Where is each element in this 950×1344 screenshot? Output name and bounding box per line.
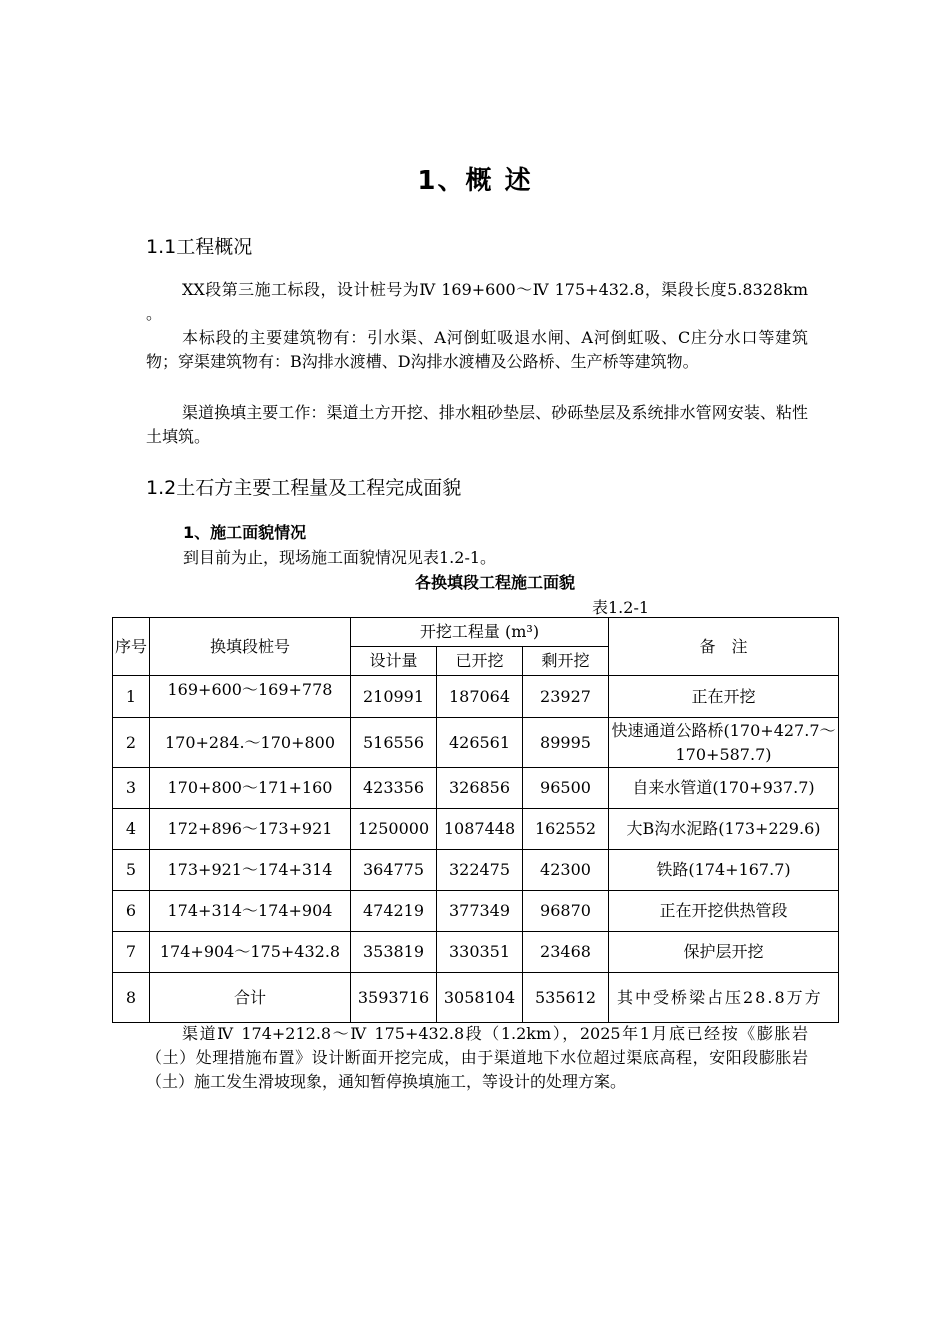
cell-remark: 正在开挖 — [609, 676, 839, 718]
cell-station: 合计 — [150, 973, 351, 1023]
cell-seq: 1 — [113, 676, 150, 718]
header-excavation: 开挖工程量 (m³) — [351, 618, 609, 647]
cell-station: 170+284.～170+800 — [150, 718, 351, 768]
cell-station: 173+921～174+314 — [150, 850, 351, 891]
cell-done: 3058104 — [437, 973, 523, 1023]
header-remark: 备 注 — [609, 618, 839, 676]
table-row-total — [113, 973, 839, 1023]
header-station: 换填段桩号 — [150, 618, 351, 676]
cell-seq: 4 — [113, 809, 150, 850]
cell-design: 1250000 — [351, 809, 437, 850]
cell-station: 170+800～171+160 — [150, 768, 351, 809]
cell-station: 174+314～174+904 — [150, 891, 351, 932]
table-caption: 各换填段工程施工面貌 — [414, 573, 575, 592]
cell-remark: 自来水管道(170+937.7) — [609, 768, 839, 809]
cell-done: 377349 — [437, 891, 523, 932]
cell-remark: 铁路(174+167.7) — [609, 850, 839, 891]
cell-done: 187064 — [437, 676, 523, 718]
header-remaining: 剩开挖 — [523, 647, 609, 676]
cell-done: 330351 — [437, 932, 523, 973]
cell-remaining: 89995 — [523, 718, 609, 768]
table-row — [113, 809, 839, 850]
subsection-heading: 1、施工面貌情况 — [183, 523, 307, 542]
cell-seq: 2 — [113, 718, 150, 768]
cell-remark: 大B沟水泥路(173+229.6) — [609, 809, 839, 850]
section-heading-overview: 1.1工程概况 — [146, 236, 253, 258]
cell-remark: 保护层开挖 — [609, 932, 839, 973]
table-row — [113, 768, 839, 809]
table-row — [113, 718, 839, 768]
table-header-row — [113, 618, 839, 647]
progress-table — [112, 617, 839, 1023]
cell-done: 322475 — [437, 850, 523, 891]
cell-seq: 3 — [113, 768, 150, 809]
cell-done: 426561 — [437, 718, 523, 768]
paragraph-scope: XX段第三施工标段，设计桩号为Ⅳ 169+600～Ⅳ 175+432.8，渠段长度5.8328km 。 — [146, 280, 808, 323]
cell-design: 516556 — [351, 718, 437, 768]
paragraph-main-work: 渠道换填主要工作：渠道土方开挖、排水粗砂垫层、砂砾垫层及系统排水管网安装、粘性土填筑。 — [146, 403, 808, 446]
cell-remark: 正在开挖供热管段 — [609, 891, 839, 932]
page-title: 1、概 述 — [417, 166, 533, 196]
cell-seq: 7 — [113, 932, 150, 973]
cell-station: 169+600～169+778 — [150, 676, 351, 718]
cell-remaining: 42300 — [523, 850, 609, 891]
cell-design: 364775 — [351, 850, 437, 891]
cell-seq: 5 — [113, 850, 150, 891]
cell-remaining: 23468 — [523, 932, 609, 973]
cell-design: 423356 — [351, 768, 437, 809]
cell-done: 326856 — [437, 768, 523, 809]
intro-text: 到目前为止，现场施工面貌情况见表1.2-1。 — [183, 548, 497, 567]
cell-design: 3593716 — [351, 973, 437, 1023]
cell-design: 353819 — [351, 932, 437, 973]
cell-done: 1087448 — [437, 809, 523, 850]
cell-remaining: 535612 — [523, 973, 609, 1023]
table-row — [113, 676, 839, 718]
cell-seq: 8 — [113, 973, 150, 1023]
cell-remaining: 162552 — [523, 809, 609, 850]
paragraph-status-note: 渠道Ⅳ 174+212.8～Ⅳ 175+432.8段（1.2km），2025年1月底已经按《膨胀岩（土）处理措施布置》设计断面开挖完成，由于渠道地下水位超过渠底高程，安阳段膨胀岩（土）施工发生滑坡现象，通知暂停换填施工，等设计的处理方案。 — [146, 1024, 808, 1091]
cell-station: 174+904～175+432.8 — [150, 932, 351, 973]
header-done: 已开挖 — [437, 647, 523, 676]
cell-design: 474219 — [351, 891, 437, 932]
table-row — [113, 932, 839, 973]
cell-remaining: 23927 — [523, 676, 609, 718]
cell-remark: 快速通道公路桥(170+427.7～170+587.7) — [609, 718, 839, 768]
table-row — [113, 891, 839, 932]
paragraph-structures: 本标段的主要建筑物有：引水渠、A河倒虹吸退水闸、A河倒虹吸、C庄分水口等建筑物；穿渠建筑物有：B沟排水渡槽、D沟排水渡槽及公路桥、生产桥等建筑物。 — [146, 328, 808, 371]
cell-remark: 其中受桥梁占压28.8万方 — [609, 973, 839, 1023]
header-design: 设计量 — [351, 647, 437, 676]
cell-design: 210991 — [351, 676, 437, 718]
section-heading-quantities: 1.2土石方主要工程量及工程完成面貌 — [146, 477, 462, 499]
cell-remaining: 96870 — [523, 891, 609, 932]
table-number: 表1.2-1 — [592, 598, 650, 617]
header-seq: 序号 — [113, 618, 150, 676]
table-row — [113, 850, 839, 891]
cell-seq: 6 — [113, 891, 150, 932]
cell-remaining: 96500 — [523, 768, 609, 809]
cell-station: 172+896～173+921 — [150, 809, 351, 850]
